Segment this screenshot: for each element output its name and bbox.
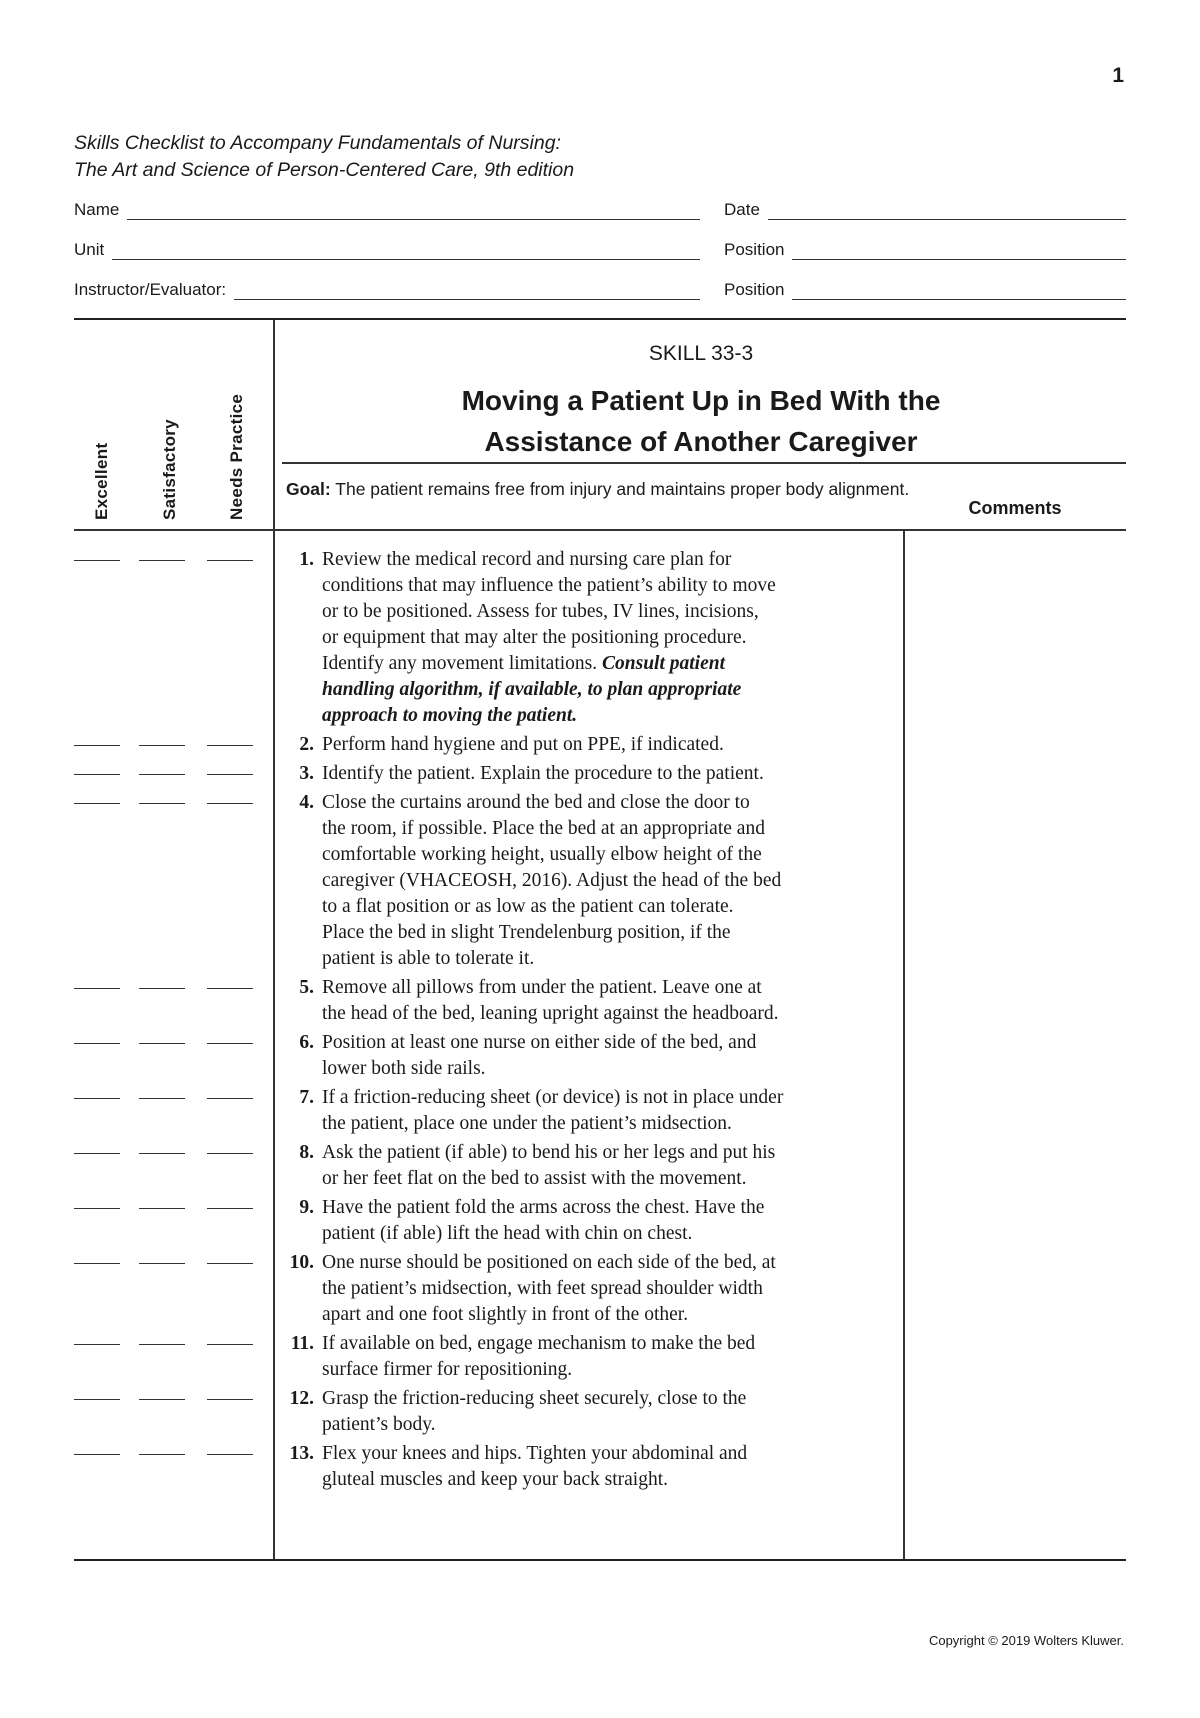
step-text [322, 547, 962, 729]
step-text-line: conditions that may influence the patient’s ability to move [322, 575, 776, 596]
rating-blank-satisfactory[interactable] [139, 1454, 185, 1455]
step-text-line: to a flat position or as low as the patient can tolerate. [322, 896, 734, 917]
rating-blank-excellent[interactable] [74, 1153, 120, 1154]
step-row [74, 1195, 904, 1247]
rating-blank-satisfactory[interactable] [139, 745, 185, 746]
step-number: 10. [289, 1252, 314, 1273]
step-text [322, 1441, 962, 1493]
name-line[interactable] [127, 203, 700, 220]
table-bottom-rule [74, 1559, 1126, 1561]
step-text-line: patient’s body. [322, 1414, 436, 1435]
step-row [74, 1250, 904, 1328]
satisfactory-header [152, 330, 192, 520]
rating-blank-needs-practice[interactable] [207, 1153, 253, 1154]
rating-blank-needs-practice[interactable] [207, 1098, 253, 1099]
rating-blank-satisfactory[interactable] [139, 1344, 185, 1345]
step-row [74, 1386, 904, 1438]
rating-blanks [74, 1030, 274, 1050]
skill-number: SKILL 33-3 [648, 342, 754, 365]
step-number: 5. [299, 977, 314, 998]
step-row [74, 547, 904, 729]
step-emphasis-line: Consult patient [602, 653, 725, 674]
rating-blank-excellent[interactable] [74, 774, 120, 775]
step-text-line: patient is able to tolerate it. [322, 948, 535, 969]
step-emphasis-line: handling algorithm, if available, to plan appropriate [322, 679, 742, 700]
step-text-line: Review the medical record and nursing care plan for [322, 549, 732, 570]
rating-blanks [74, 1331, 274, 1351]
rating-blanks [74, 1250, 274, 1270]
rating-blank-needs-practice[interactable] [207, 1399, 253, 1400]
skill-title-line-1: Moving a Patient Up in Bed With the [461, 385, 941, 416]
step-text-line: If a friction-reducing sheet (or device) is not in place under [322, 1087, 784, 1108]
step-text-line: Identify the patient. Explain the procedure to the patient. [322, 763, 764, 784]
comments-header: Comments [968, 498, 1062, 518]
step-text-line: comfortable working height, usually elbow height of the [322, 844, 762, 865]
rating-blank-needs-practice[interactable] [207, 745, 253, 746]
rating-blank-satisfactory[interactable] [139, 1153, 185, 1154]
rating-blanks [74, 1085, 274, 1105]
rating-blanks [74, 790, 274, 810]
excellent-label: Excellent [92, 442, 111, 520]
rating-blank-excellent[interactable] [74, 1344, 120, 1345]
goal-label: Goal: [286, 479, 331, 499]
step-text-line: apart and one foot slightly in front of the other. [322, 1304, 689, 1325]
step-text [322, 732, 962, 758]
rating-blank-satisfactory[interactable] [139, 988, 185, 989]
step-text-line: Perform hand hygiene and put on PPE, if indicated. [322, 734, 724, 755]
step-row [74, 1331, 904, 1383]
step-text-line: the head of the bed, leaning upright against the headboard. [322, 1003, 779, 1024]
rating-blank-satisfactory[interactable] [139, 560, 185, 561]
skill-title-line-2: Assistance of Another Caregiver [484, 426, 918, 457]
unit-line[interactable] [112, 243, 700, 260]
rating-blank-needs-practice[interactable] [207, 1263, 253, 1264]
position-line-2[interactable] [792, 283, 1126, 300]
rating-blank-excellent[interactable] [74, 1098, 120, 1099]
rating-blank-satisfactory[interactable] [139, 774, 185, 775]
step-text-line: Position at least one nurse on either side of the bed, and [322, 1032, 757, 1053]
step-text-line: Have the patient fold the arms across the chest. Have the [322, 1197, 765, 1218]
rating-blank-needs-practice[interactable] [207, 560, 253, 561]
rating-blank-excellent[interactable] [74, 1043, 120, 1044]
rating-blank-needs-practice[interactable] [207, 774, 253, 775]
step-row [74, 790, 904, 972]
step-number: 7. [299, 1087, 314, 1108]
rating-blanks [74, 1441, 274, 1461]
instructor-field[interactable] [74, 276, 700, 300]
rating-blanks [74, 1386, 274, 1406]
step-text [322, 1085, 962, 1137]
step-row [74, 732, 904, 758]
rating-blank-excellent[interactable] [74, 560, 120, 561]
step-number: 3. [299, 763, 314, 784]
step-number: 11. [290, 1333, 314, 1354]
excellent-header [84, 330, 124, 520]
step-text-line: or her feet flat on the bed to assist with the movement. [322, 1168, 747, 1189]
rating-blanks [74, 1195, 274, 1215]
needs-practice-header [219, 330, 259, 520]
step-text [322, 1140, 962, 1192]
rating-blanks [74, 975, 274, 995]
position-line-1[interactable] [792, 243, 1126, 260]
rating-blank-excellent[interactable] [74, 1454, 120, 1455]
step-text-line: Ask the patient (if able) to bend his or her legs and put his [322, 1142, 776, 1163]
rating-blanks [74, 732, 274, 752]
step-number: 12. [289, 1388, 314, 1409]
step-text [322, 761, 962, 787]
date-line[interactable] [768, 203, 1126, 220]
step-text-line: lower both side rails. [322, 1058, 486, 1079]
step-number: 4. [299, 792, 314, 813]
step-text-line: the patient, place one under the patient’s midsection. [322, 1113, 732, 1134]
rating-blank-satisfactory[interactable] [139, 1208, 185, 1209]
goal [286, 477, 926, 501]
book-title [74, 130, 574, 184]
rating-blank-needs-practice[interactable] [207, 1043, 253, 1044]
rating-blank-needs-practice[interactable] [207, 1454, 253, 1455]
step-text [322, 1195, 962, 1247]
date-field[interactable] [724, 196, 1126, 220]
step-text [322, 1331, 962, 1383]
copyright: Copyright © 2019 Wolters Kluwer. [928, 1633, 1124, 1648]
step-text-line: surface firmer for repositioning. [322, 1359, 573, 1380]
step-number: 8. [299, 1142, 314, 1163]
step-text [322, 1250, 962, 1328]
step-text-line: Flex your knees and hips. Tighten your abdominal and [322, 1443, 748, 1464]
rating-blank-excellent[interactable] [74, 803, 120, 804]
step-text-line: Place the bed in slight Trendelenburg position, if the [322, 922, 731, 943]
needs-practice-label: Needs Practice [227, 393, 246, 520]
rating-blank-excellent[interactable] [74, 1208, 120, 1209]
step-emphasis-line: approach to moving the patient. [322, 705, 578, 726]
rating-blank-excellent[interactable] [74, 988, 120, 989]
instructor-label: Instructor/Evaluator: [74, 280, 227, 299]
goal-text: The patient remains free from injury and maintains proper body alignment. [335, 479, 910, 499]
rating-blank-needs-practice[interactable] [207, 1344, 253, 1345]
step-text-line: Grasp the friction-reducing sheet securely, close to the [322, 1388, 747, 1409]
header-bottom-rule [74, 529, 1126, 531]
step-row [74, 975, 904, 1027]
position-label-2: Position [724, 280, 785, 299]
step-row [74, 1030, 904, 1082]
step-row [74, 1140, 904, 1192]
book-title-line-2: The Art and Science of Person-Centered Care, 9th edition [74, 159, 575, 181]
skill-title [276, 380, 1126, 462]
rating-blanks [74, 547, 274, 567]
position-field-2[interactable] [724, 276, 1126, 300]
title-divider [282, 462, 1126, 464]
step-text-line: Remove all pillows from under the patient. Leave one at [322, 977, 762, 998]
unit-label: Unit [74, 240, 105, 259]
unit-field[interactable] [74, 236, 700, 260]
step-text-line: caregiver (VHACEOSH, 2016). Adjust the head of the bed [322, 870, 782, 891]
step-text-line: the room, if possible. Place the bed at an appropriate and [322, 818, 765, 839]
step-number: 13. [289, 1443, 314, 1464]
rating-blank-excellent[interactable] [74, 1263, 120, 1264]
step-row [74, 1085, 904, 1137]
step-text-line: patient (if able) lift the head with chin on chest. [322, 1223, 693, 1244]
name-field[interactable] [74, 196, 700, 220]
step-text [322, 1030, 962, 1082]
step-text [322, 975, 962, 1027]
step-text-line: gluteal muscles and keep your back straight. [322, 1469, 669, 1490]
instructor-line[interactable] [234, 283, 700, 300]
rating-blank-needs-practice[interactable] [207, 803, 253, 804]
date-label: Date [724, 200, 760, 219]
rating-blank-needs-practice[interactable] [207, 1208, 253, 1209]
step-row [74, 761, 904, 787]
rating-blank-excellent[interactable] [74, 745, 120, 746]
rating-blanks [74, 1140, 274, 1160]
step-text-line: the patient’s midsection, with feet spread shoulder width [322, 1278, 763, 1299]
rating-blank-satisfactory[interactable] [139, 1098, 185, 1099]
step-number: 1. [299, 549, 314, 570]
step-text [322, 790, 962, 972]
step-number: 6. [299, 1032, 314, 1053]
rating-blank-satisfactory[interactable] [139, 1043, 185, 1044]
rating-blank-needs-practice[interactable] [207, 988, 253, 989]
satisfactory-label: Satisfactory [160, 419, 179, 520]
step-text-line: One nurse should be positioned on each side of the bed, at [322, 1252, 776, 1273]
step-text-line: Close the curtains around the bed and close the door to [322, 792, 750, 813]
table-top-rule [74, 318, 1126, 320]
step-text-line: or to be positioned. Assess for tubes, IV lines, incisions, [322, 601, 759, 622]
name-label: Name [74, 200, 120, 219]
step-text-line: or equipment that may alter the positioning procedure. [322, 627, 747, 648]
rating-blank-satisfactory[interactable] [139, 803, 185, 804]
rating-blank-excellent[interactable] [74, 1399, 120, 1400]
step-row [74, 1441, 904, 1493]
rating-blank-satisfactory[interactable] [139, 1263, 185, 1264]
position-label-1: Position [724, 240, 785, 259]
step-text-line: Identify any movement limitations. [322, 653, 598, 674]
position-field-1[interactable] [724, 236, 1126, 260]
step-number: 9. [299, 1197, 314, 1218]
book-title-line-1: Skills Checklist to Accompany Fundamentals of Nursing: [74, 132, 561, 154]
rating-blanks [74, 761, 274, 781]
step-text [322, 1386, 962, 1438]
rating-blank-satisfactory[interactable] [139, 1399, 185, 1400]
step-number: 2. [299, 734, 314, 755]
step-text-line: If available on bed, engage mechanism to make the bed [322, 1333, 756, 1354]
page-number: 1 [1112, 64, 1124, 87]
